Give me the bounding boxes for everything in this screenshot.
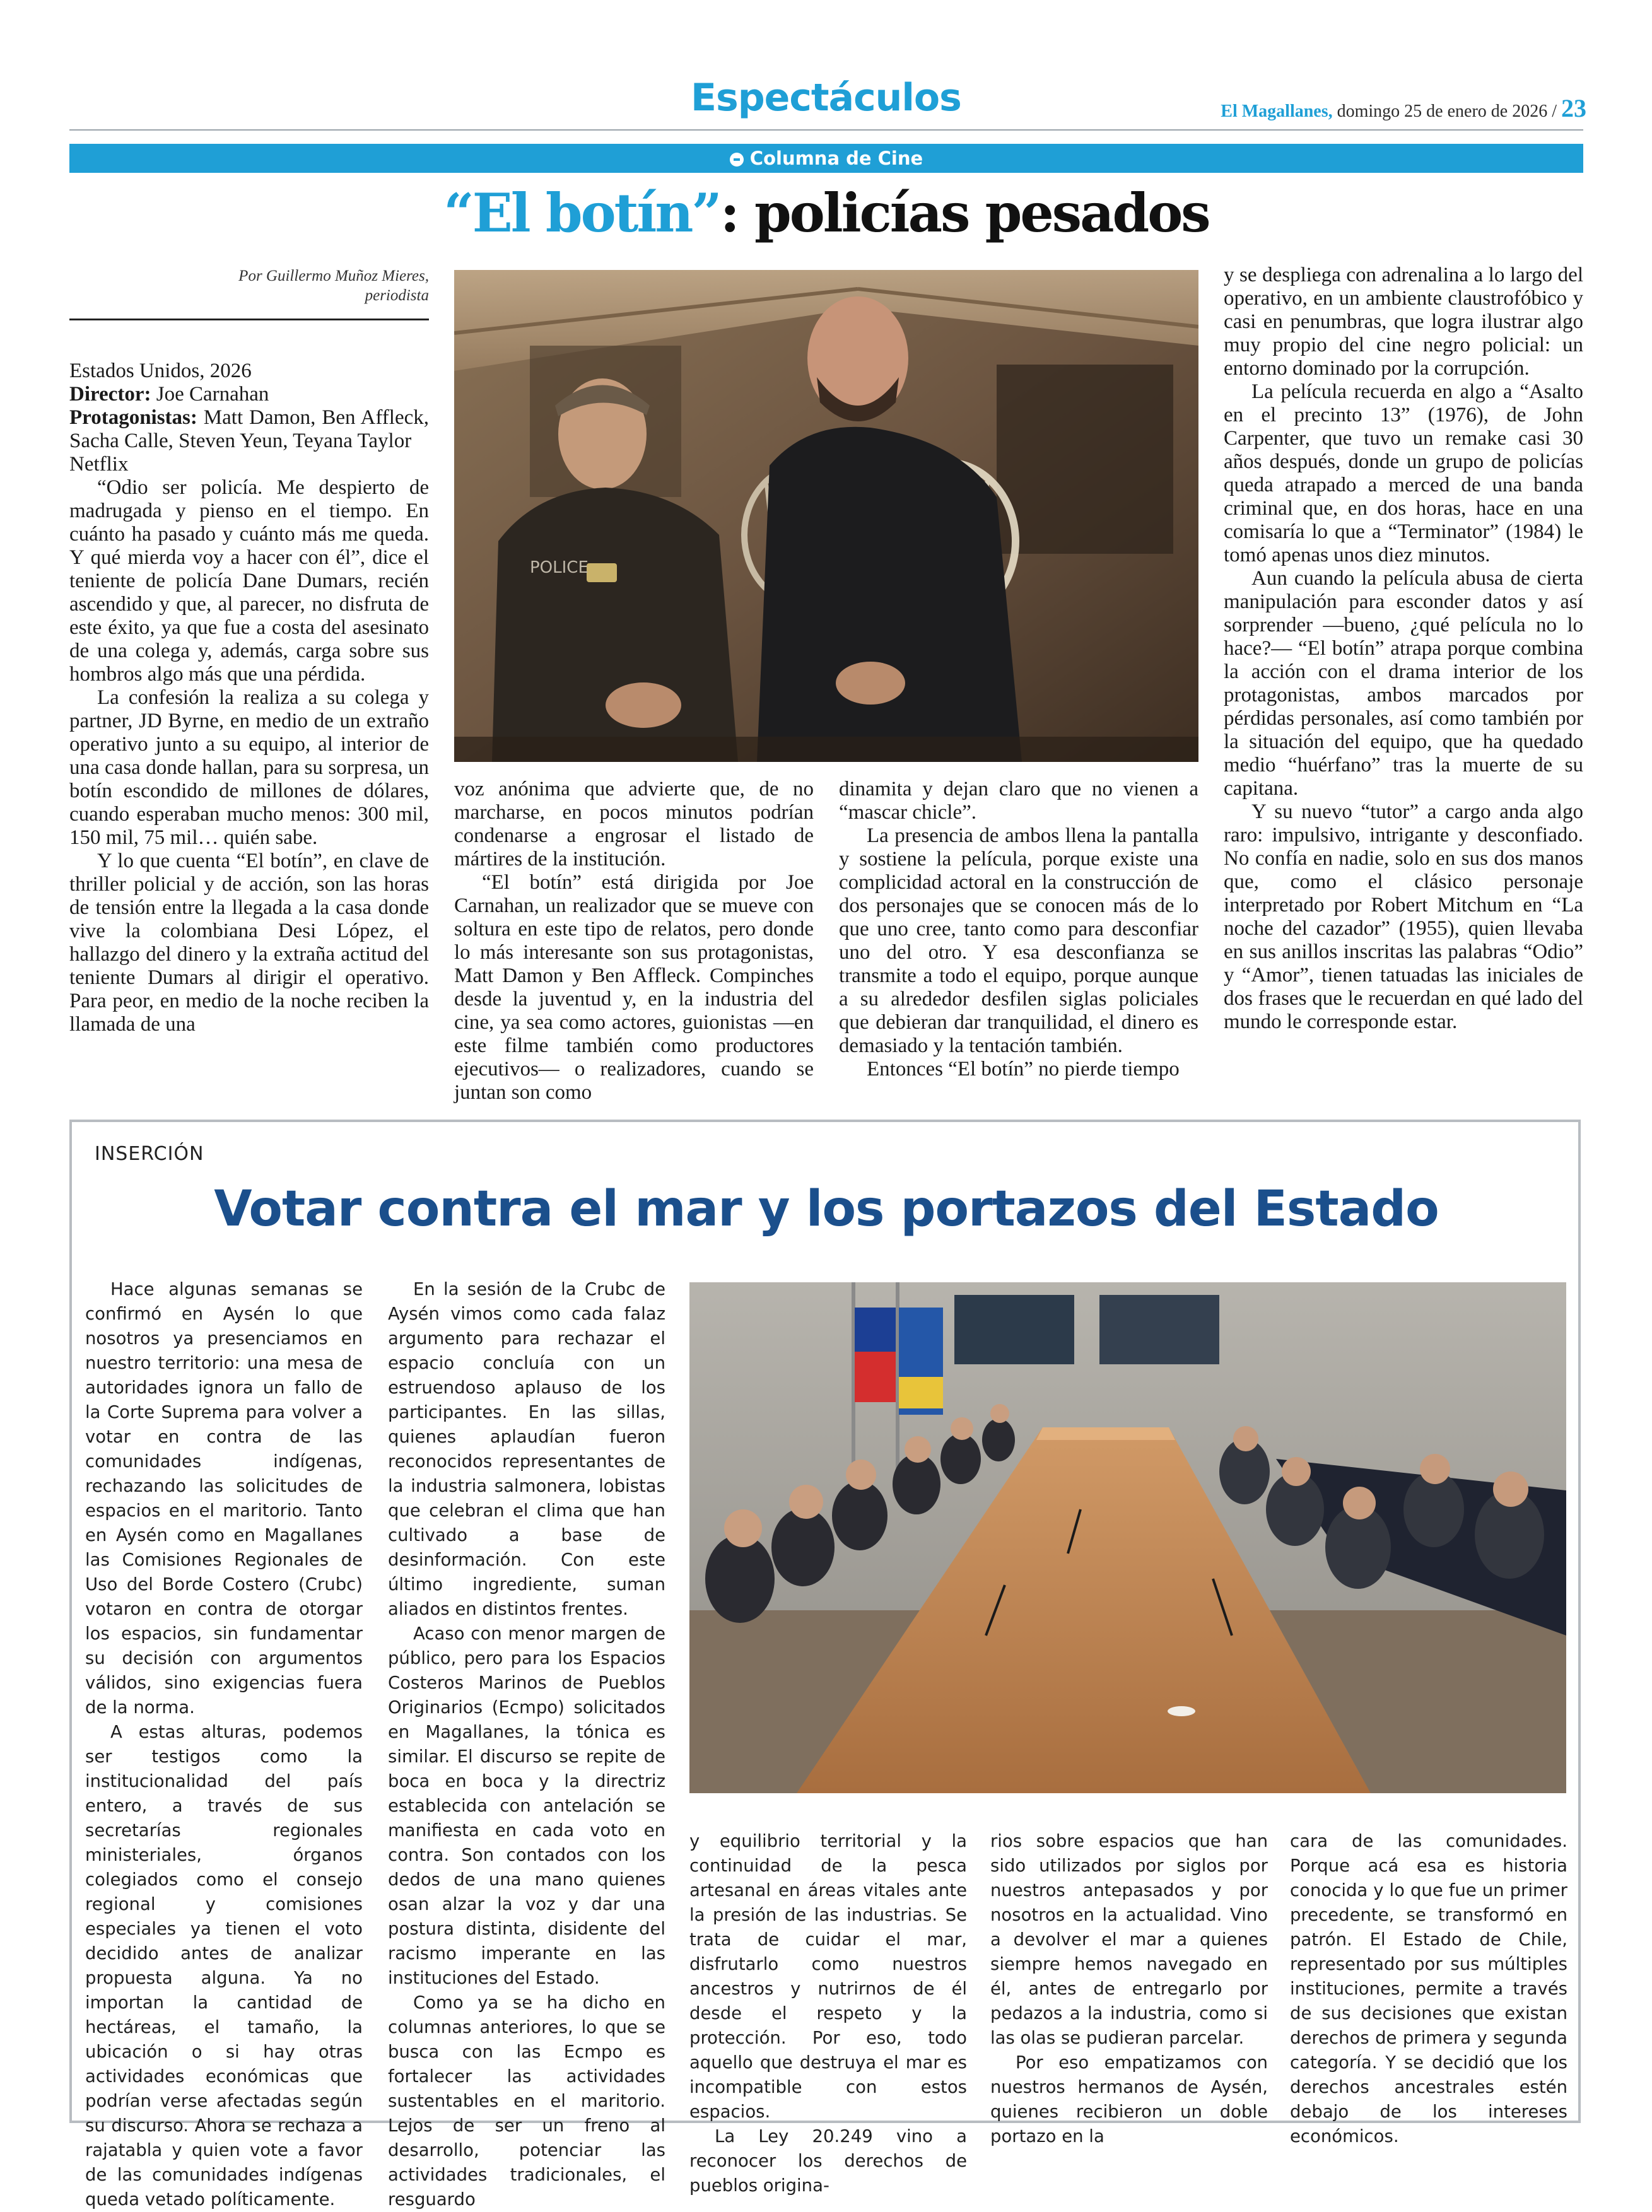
review-column-3 [839, 778, 1198, 1081]
review-column-4 [1224, 264, 1583, 1034]
paragraph: Aun cuando la película abusa de cierta manipulación para esconder datos y así sorprender —bueno, ¿qué película no lo hace?— “El botín” atrapa porque combina la acción con el drama interior de los protagonistas, ambos marcados por pérdidas personales, así como también por la situación del equipo, que ha quedado medio “huérfano” tras la muerte de su capitana. [1224, 567, 1583, 800]
paragraph: Acaso con menor margen de público, pero para los Espacios Costeros Marinos de Pueblos Originarios (Ecmpo) solicitados en Magallanes, la tónica es similar. El discurso se repite de boca en boca y la directriz establecida con antelación se manifiesta en cada voto en contra. Son contados con los dedos de una mano quienes osan alzar la voz y dar una postura distinta, disidente del racismo imperante en las instituciones del Estado. [388, 1624, 665, 1988]
paragraph: Y su nuevo “tutor” a cargo anda algo raro: impulsivo, intrigante y desconfiado. No confía en nadie, solo en sus dos manos que, como el clásico personaje interpretado por Robert Mitchum en “La noche del cazador” (1955), quien llevaba en sus anillos inscritas las palabras “Odio” y “Amor”, tienen tatuadas las iniciales de dos frases que le recuerdan en qué lado del mundo le corresponde estar. [1224, 800, 1583, 1033]
meeting-room-photo [689, 1282, 1566, 1793]
paragraph: rios sobre espacios que han sido utilizados por siglos por nuestros antepasados y por nosotros en la actualidad. Vino a devolver el mar a quienes siempre hemos navegado en él, antes de entregarlo por pedazos a la industria, como si las olas se pudieran parcelar. [990, 1831, 1268, 2048]
headline-film-title: “El botín” [443, 182, 720, 244]
credits-director: Director: Joe Carnahan [69, 383, 269, 406]
byline-author: Por Guillermo Muñoz Mieres, [238, 267, 429, 284]
police-badge [587, 563, 617, 582]
column-kicker-bar [69, 144, 1583, 173]
credits-platform: Netflix [69, 453, 129, 476]
review-column-2 [454, 778, 814, 1104]
paragraph: “Odio ser policía. Me despierto de madrugada y pienso en el tiempo. En cuánto ha pasado y cuánto más me queda. Y qué mierda voy a hacer con él”, dice el teniente de policía Dane Dumars, recién ascendido y que, al parecer, no disfruta de este éxito, ya que fue a costa del asesinato de una colega y, además, carga sobre sus hombros algo más que una pérdida. [69, 476, 429, 686]
paragraph: y equilibrio territorial y la continuidad de la pesca artesanal en áreas vitales ante la presión de las industrias. Se trata de cuidar el mar, disfrutarlo como nuestros ancestros y nutrirnos de él desde el respeto y la protección. Por eso, todo aquello que destruya el mar es incompatible con estos espacios. [689, 1831, 967, 2122]
insertion-headline: Votar contra el mar y los portazos del Estado [214, 1181, 1439, 1238]
column-kicker: Columna de Cine [749, 148, 923, 169]
paragraph: y se despliega con adrenalina a lo largo del operativo, en un ambiente claustrofóbico y casi en penumbras, que logra ilustrar algo muy propio del cine negro policial: un entorno dominado por la corrupción. [1224, 264, 1583, 380]
paragraph: cara de las comunidades. Porque acá esa es historia conocida y lo que fue un primer precedente, se transformó en patrón. El Estado de Chile, representado por sus múltiples instituciones, permite a través de sus decisiones que existan derechos de primera y segunda categoría. Y se decidió que los derechos ancestrales estén debajo de los intereses económicos. [1290, 1831, 1567, 2146]
section-title: Espectáculos [691, 76, 961, 120]
film-still-photo [454, 270, 1198, 762]
insertion-label: INSERCIÓN [95, 1143, 204, 1165]
paragraph: dinamita y dejan claro que no vienen a “mascar chicle”. [839, 778, 1198, 824]
insertion-column-2 [388, 1277, 665, 2212]
paragraph: Entonces “El botín” no pierde tiempo [867, 1058, 1180, 1080]
headline-colon: : [720, 182, 738, 244]
film-still-illustration [454, 270, 1198, 762]
paragraph: La presencia de ambos llena la pantalla y sostiene la película, porque existe una complicidad actoral en la construcción de dos personajes que se conocen más de lo que uno cree, tanto como para desconfiar uno del otro. Y esa desconfianza se transmite a todo el equipo, porque aunque a su alrededor desfilen siglas policiales que debieran dar tranquilidad, el dinero es demasiado y la tentación también. [839, 824, 1198, 1057]
byline-role: periodista [365, 287, 429, 304]
paper-info [1189, 93, 1586, 123]
police-badge-text: POLICE [530, 558, 589, 577]
paragraph: Hace algunas semanas se confirmó en Aysén lo que nosotros ya presenciamos en nuestro territorio: una mesa de autoridades ignora un fallo de la Corte Suprema para volver a votar en contra de las comunidades indígenas, rechazando las solicitudes de espacios en el maritorio. Tanto en Aysén como en Magallanes las Comisiones Regionales de Uso del Borde Costero (Crubc) votaron en contra de otorgar los espacios, sin fundamentar su decisión con argumentos válidos, sino exigencias fuera de la norma. [85, 1279, 363, 1718]
review-column-1 [69, 360, 429, 1036]
issue-date: domingo 25 de enero de 2026 [1337, 102, 1548, 121]
paragraph: La película recuerda en algo a “Asalto en el precinto 13” (1976), de John Carpenter, que tuvo un remake casi 30 años después, donde un grupo de policías queda atrapado a merced de una banda criminal que, en dos horas, hace en una comisaría lo que a “Terminator” (1984) le tomó apenas unos diez minutos. [1224, 380, 1583, 566]
paragraph: A estas alturas, podemos ser testigos como la institucionalidad del país entero, a través de sus secretarías regionales ministeriales, órganos colegiados como el consejo regional y comisiones especiales ya tienen el voto decidido antes de analizar propuesta alguna. Ya no importan la cantidad de hectáreas, el tamaño, la ubicación o si hay otras actividades económicas que podrían verse afectadas según su discurso. Ahora se rechaza a rajatabla y quien vote a favor de las comunidades indígenas queda vetado políticamente. [85, 1722, 363, 2209]
insertion-column-1 [85, 1277, 363, 2212]
paragraph: voz anónima que advierte que, de no marcharse, en pocos minutos podrían condenarse a engrosar el listado de mártires de la institución. [454, 778, 814, 870]
paragraph: La confesión la realiza a su colega y partner, JD Byrne, en medio de un extraño operativo junto a su equipo, al interior de una casa donde hallan, para su sorpresa, un botín escondido de millones de dólares, cuando esperaban mucho menos: 300 mil, 150 mil, 75 mil… quién sabe. [69, 686, 429, 849]
paragraph: La Ley 20.249 vino a reconocer los derechos de pueblos origina- [689, 2126, 967, 2196]
paper-name: El Magallanes, [1221, 102, 1333, 121]
byline [151, 266, 429, 305]
paragraph: Y lo que cuenta “El botín”, en clave de thriller policial y de acción, son las horas de tensión entre la llegada a la casa donde vive la colombiana Desi López, el hallazgo del dinero y la extraña actitud del teniente Dumars al dirigir el operativo. Para peor, en medio de la noche reciben la llamada de una [69, 850, 429, 1036]
byline-rule [69, 319, 429, 320]
paragraph: En la sesión de la Crubc de Aysén vimos como cada falaz argumento para rechazar el espacio concluía con un estruendoso aplauso de los participantes. En las sillas, quienes aplaudían fueron reconocidos representantes de la industria salmonera, lobistas que celebran el clima que han cultivado a base de desinformación. Con este último ingrediente, suman aliados en distintos frentes. [388, 1279, 665, 1619]
insertion-column-5 [1290, 1829, 1567, 2149]
page-number: 23 [1561, 94, 1586, 122]
insertion-column-3 [689, 1829, 967, 2198]
header-rule [69, 129, 1583, 131]
insertion-column-4 [990, 1829, 1268, 2149]
meeting-room-illustration [689, 1282, 1566, 1793]
credits-country-year: Estados Unidos, 2026 [69, 360, 252, 382]
paragraph: “El botín” está dirigida por Joe Carnahan, un realizador que se mueve con soltura en este tipo de relatos, pero donde lo más interesante son sus protagonistas, Matt Damon y Ben Affleck. Compinches desde la juventud y, en la industria del cine, ya sea como actores, guionistas —en este filme también como productores ejecutivos— o realizadores, cuando se juntan son como [454, 871, 814, 1104]
paragraph: Por eso empatizamos con nuestros hermanos de Aysén, quienes recibieron un doble portazo en la [990, 2052, 1268, 2146]
minus-circle-icon [730, 153, 744, 167]
headline-rest: policías pesados [737, 182, 1209, 244]
credits-cast: Protagonistas: Matt Damon, Ben Affleck, Sacha Calle, Steven Yeun, Teyana Taylor [69, 406, 429, 452]
review-headline [69, 182, 1583, 244]
page-separator: / [1552, 102, 1557, 121]
paragraph: Como ya se ha dicho en columnas anteriores, lo que se busca con las Ecmpo es fortalecer las actividades sustentables en el maritorio. Lejos de ser un freno al desarrollo, potenciar las actividades tradicionales, el resguardo [388, 1993, 665, 2209]
